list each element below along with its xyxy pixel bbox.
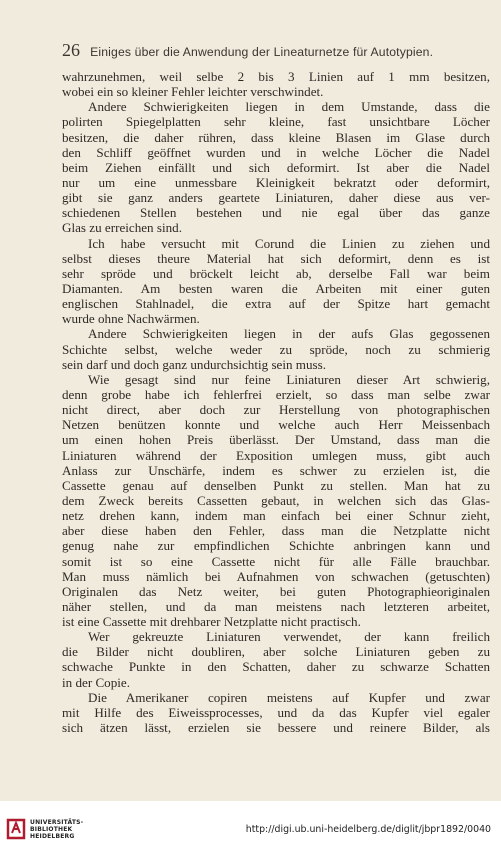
text-line: näher stellen, und da man meistens nach letzteren arbeitet, xyxy=(62,598,490,614)
text-line: Andere Schwierigkeiten liegen in der aufs Glas gegossenen xyxy=(88,326,490,342)
text-line: Diamanten. Am besten waren die Arbeiten mit einer guten xyxy=(62,280,490,296)
text-line: Originalen das Netz weiter, bei guten Photographieoriginalen xyxy=(62,583,490,599)
library-logo-icon xyxy=(6,818,26,840)
text-line: Netzen benützen konnte und welche auch Herr Meissenbach xyxy=(62,417,490,433)
text-line: Ich habe versucht mit Corund die Linien zu ziehen und xyxy=(88,235,490,251)
text-line: mit Hilfe des Eiweissprocesses, und da das Kupfer viel egaler xyxy=(62,704,490,720)
body-text xyxy=(62,69,490,735)
library-name-line: HEIDELBERG xyxy=(30,833,75,840)
text-line: wobei ein so kleiner Fehler leichter verschwindet. xyxy=(62,84,324,100)
text-line: polirten Spiegelplatten sehr kleine, fast unsichtbare Löcher xyxy=(62,114,490,130)
text-line: in der Copie. xyxy=(62,674,131,690)
text-line: Wie gesagt sind nur feine Liniaturen dieser Art schwierig, xyxy=(88,371,490,387)
text-line: genug nahe zur empfindlichen Schichte anbringen kann und xyxy=(62,538,490,554)
text-line: Anlass zur Unschärfe, indem es schwer zu erzielen ist, die xyxy=(62,462,490,478)
text-line: aber diese haben den Fehler, dass man die Netzplatte nicht xyxy=(62,523,490,539)
text-line: um einen hohen Preis überlässt. Der Umstand, dass man die xyxy=(62,432,490,448)
text-line: denn grobe habe ich fehlerfrei erzielt, so dass man selbe zwar xyxy=(62,386,490,402)
page-header xyxy=(62,40,492,62)
running-title: Einiges über die Anwendung der Lineaturnetze für Autotypien. xyxy=(90,45,434,59)
text-line: sehr spröde und bröckelt leicht ab, derselbe Fall war beim xyxy=(62,265,490,281)
text-line: Die Amerikaner copiren meistens auf Kupfer und zwar xyxy=(88,689,490,705)
text-line: schwache Punkte in den Schatten, daher zu schwarze Schatten xyxy=(62,659,490,675)
text-line: Wer gekreuzte Liniaturen verwendet, der kann freilich xyxy=(88,629,490,645)
text-line: selbst dieses theure Material hat sich deformirt, denn es ist xyxy=(62,250,490,266)
text-line: somit ist so eine Cassette nicht für alle Fälle brauchbar. xyxy=(62,553,490,569)
text-line: den Schliff geöffnet wurden und in welche Löcher die Nadel xyxy=(62,144,490,160)
text-line: sein darf und doch ganz undurchsichtig sein muss. xyxy=(62,356,327,372)
text-line: schiedenen Stellen bestehen und nie egal über das ganze xyxy=(62,205,490,221)
text-line: wahrzunehmen, weil selbe 2 bis 3 Linien auf 1 mm besitzen, xyxy=(62,69,490,84)
text-line: beim Ziehen einfällt und sich deformirt. Ist aber die Nadel xyxy=(62,159,490,175)
text-line: ist eine Cassette mit drehbarer Netzplatte nicht practisch. xyxy=(62,614,361,630)
text-line: Schichte selbst, welche weder zu spröde, noch zu schmierig xyxy=(62,341,490,357)
page-number: 26 xyxy=(62,40,80,60)
text-line: nicht direct, aber doch zur Herstellung von photographischen xyxy=(62,402,490,418)
text-line: Andere Schwierigkeiten liegen in dem Umstande, dass die xyxy=(88,99,490,115)
library-name-line: BIBLIOTHEK xyxy=(30,826,73,833)
text-line: englischen Stahlnadel, die extra auf der Spitze hart gemacht xyxy=(62,296,490,312)
text-line: besitzen, die daher rühren, dass kleine Blasen im Glase durch xyxy=(62,129,490,145)
text-line: gibt sie ganz anders geartete Liniaturen, daher diese aus ver- xyxy=(62,190,490,206)
text-line: netz drehen kann, indem man einfach bei einer Schnur zieht, xyxy=(62,508,490,524)
footer-bar xyxy=(0,801,501,851)
text-line: dem Zweck bereits Cassetten gebaut, in welchen sich das Glas- xyxy=(62,492,490,508)
permalink-url[interactable]: http://digi.ub.uni-heidelberg.de/diglit/jbpr1892/0040 xyxy=(245,824,491,835)
text-line: Glas zu erreichen sind. xyxy=(62,220,182,236)
text-line: Liniaturen während der Exposition umlegen muss, gibt auch xyxy=(62,447,490,463)
text-line: Cassette genau auf denselben Punkt zu stellen. Man hat zu xyxy=(62,477,490,493)
text-line: Man muss nämlich bei Aufnahmen von schwachen (getuschten) xyxy=(62,568,490,584)
text-line: wurde ohne Nachwärmen. xyxy=(62,311,200,327)
text-line: sich ätzen lässt, erzielen sie bessere und reinere Bilder, als xyxy=(62,720,490,736)
text-line: die Bilder nicht doubliren, aber solche Liniaturen geben zu xyxy=(62,644,490,660)
library-name-line: UNIVERSITÄTS- xyxy=(30,819,84,826)
library-name xyxy=(30,819,83,840)
text-line: nur um eine unmessbare Kleinigkeit bekratzt oder deformirt, xyxy=(62,174,490,190)
